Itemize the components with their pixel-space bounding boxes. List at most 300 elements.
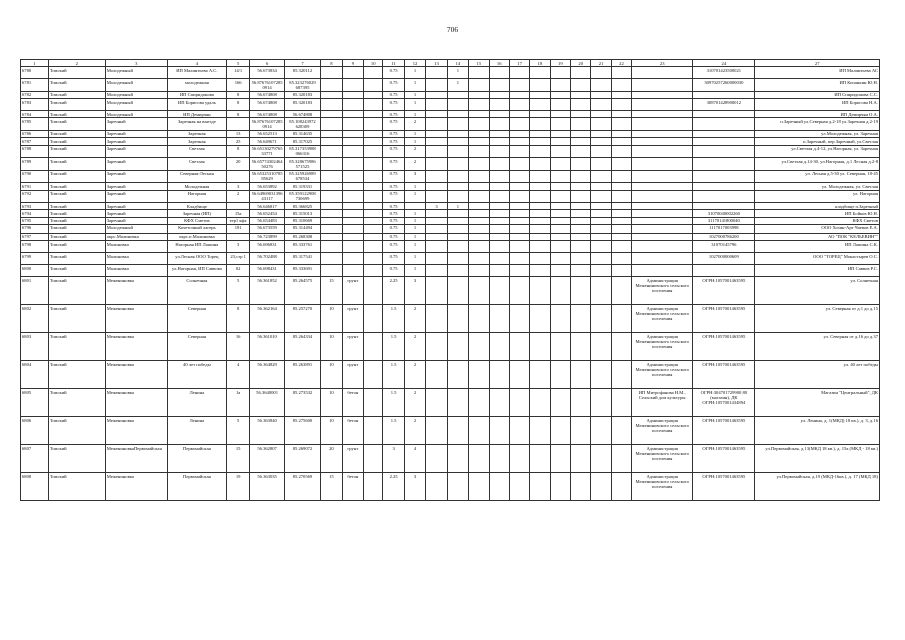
- col10-cell: [364, 233, 383, 240]
- ogrn-cell: 308701428900012: [693, 99, 755, 111]
- empty-cell: [591, 277, 611, 305]
- surface-cell: [342, 138, 363, 145]
- ogrn-cell: 1027000786200: [693, 233, 755, 240]
- surface-cell: бетон: [342, 389, 363, 417]
- house-cell: 25: [226, 138, 250, 145]
- width-cell: [321, 130, 342, 137]
- owner-cell: [632, 111, 693, 118]
- width-cell: 15: [321, 277, 342, 305]
- empty-cell: [611, 277, 631, 305]
- row-id: 6780: [21, 67, 49, 79]
- area-cell: 2.25: [383, 473, 404, 501]
- ogrn-cell: 1027000000609: [693, 253, 755, 265]
- empty-cell: [591, 224, 611, 233]
- col14-cell: [447, 241, 468, 253]
- table-row: [21, 145, 880, 158]
- width-cell: [321, 224, 342, 233]
- containers-cell: 1: [404, 241, 425, 253]
- latitude-cell: 56.363840: [250, 417, 284, 445]
- empty-cell: [550, 203, 570, 210]
- longitude-cell: 85.310669: [284, 217, 320, 224]
- owner-cell: [632, 118, 693, 131]
- latitude-cell: 56.646817: [250, 203, 284, 210]
- address-cell: кладбище п.Заречный: [755, 203, 880, 210]
- empty-cell: [591, 118, 611, 131]
- col14-cell: [447, 417, 468, 445]
- empty-cell: [469, 217, 489, 224]
- table-row: [21, 203, 880, 210]
- address-cell: ИП Копанкин Ю.Н.: [755, 79, 880, 92]
- col14-cell: [447, 111, 468, 118]
- street-cell: 40 лет победы: [167, 361, 226, 389]
- containers-cell: 1: [404, 130, 425, 137]
- empty-cell: [509, 138, 529, 145]
- owner-cell: [632, 265, 693, 277]
- empty-cell: [509, 190, 529, 203]
- col14-cell: [447, 130, 468, 137]
- col13-cell: [426, 265, 447, 277]
- col10-cell: [364, 67, 383, 79]
- empty-cell: [611, 79, 631, 92]
- empty-cell: [550, 333, 570, 361]
- house-cell: 15а: [226, 210, 250, 217]
- area-cell: 1.5: [383, 333, 404, 361]
- district-cell: Томский: [48, 99, 105, 111]
- surface-cell: [342, 233, 363, 240]
- col10-cell: [364, 265, 383, 277]
- house-cell: [226, 170, 250, 183]
- empty-cell: [489, 183, 509, 190]
- surface-cell: [342, 217, 363, 224]
- empty-cell: [489, 417, 509, 445]
- empty-cell: [591, 389, 611, 417]
- col13-cell: [426, 190, 447, 203]
- containers-cell: 1: [404, 99, 425, 111]
- surface-cell: [342, 158, 363, 171]
- street-cell: Молодежная: [167, 183, 226, 190]
- column-header: 7: [284, 60, 320, 67]
- longitude-cell: 85.108243972 628309: [284, 118, 320, 131]
- surface-cell: бетон: [342, 417, 363, 445]
- longitude-cell: 85.328675986 571525: [284, 158, 320, 171]
- width-cell: [321, 79, 342, 92]
- empty-cell: [489, 67, 509, 79]
- table-row: [21, 91, 880, 98]
- empty-cell: [469, 111, 489, 118]
- empty-cell: [611, 183, 631, 190]
- col10-cell: [364, 99, 383, 111]
- table-row: [21, 361, 880, 389]
- width-cell: [321, 99, 342, 111]
- empty-cell: [591, 253, 611, 265]
- empty-cell: [489, 158, 509, 171]
- col13-cell: [426, 138, 447, 145]
- col14-cell: 1: [447, 203, 468, 210]
- table-row: [21, 233, 880, 240]
- col13-cell: [426, 145, 447, 158]
- ogrn-cell: [693, 190, 755, 203]
- district-cell: Томский: [48, 67, 105, 79]
- row-id: 6794: [21, 210, 49, 217]
- settlement-cell: Молодежный: [105, 91, 167, 98]
- empty-cell: [489, 265, 509, 277]
- address-cell: ул.Первомайская, д.19 (МКД-16кв.), д. 17 (МКД 18): [755, 473, 880, 501]
- address-cell: ООО Хозин-Арт Чаевов Е.А.: [755, 224, 880, 233]
- empty-cell: [489, 253, 509, 265]
- table-row: [21, 210, 880, 217]
- ogrn-cell: [693, 138, 755, 145]
- col14-cell: [447, 224, 468, 233]
- containers-cell: 1: [404, 190, 425, 203]
- col14-cell: 1: [447, 79, 468, 92]
- empty-cell: [509, 233, 529, 240]
- house-cell: 20: [226, 158, 250, 171]
- containers-cell: 1: [404, 217, 425, 224]
- ogrn-cell: ОГРН:1057001463595: [693, 417, 755, 445]
- surface-cell: [342, 118, 363, 131]
- district-cell: Томский: [48, 145, 105, 158]
- empty-cell: [530, 445, 550, 473]
- empty-cell: [550, 91, 570, 98]
- longitude-cell: 85.263891: [284, 361, 320, 389]
- empty-cell: [509, 417, 529, 445]
- latitude-cell: 56.362164: [250, 305, 284, 333]
- col13-cell: [426, 217, 447, 224]
- empty-cell: [509, 241, 529, 253]
- table-row: [21, 473, 880, 501]
- area-cell: 0.75: [383, 253, 404, 265]
- row-id: 6805: [21, 389, 49, 417]
- registry-table: [20, 59, 880, 501]
- area-cell: 0.75: [383, 203, 404, 210]
- street-cell: Кладбище: [167, 203, 226, 210]
- containers-cell: 2: [404, 158, 425, 171]
- table-row: [21, 217, 880, 224]
- owner-cell: Администрация Межениновского сельского поселения: [632, 417, 693, 445]
- empty-cell: [550, 241, 570, 253]
- district-cell: Томский: [48, 233, 105, 240]
- width-cell: 10: [321, 389, 342, 417]
- width-cell: [321, 111, 342, 118]
- column-header: 22: [611, 60, 631, 67]
- empty-cell: [571, 217, 591, 224]
- district-cell: Томский: [48, 158, 105, 171]
- settlement-cell: Молодежный: [105, 224, 167, 233]
- address-cell: ИП Малинтьева АС: [755, 67, 880, 79]
- address-cell: п.Заречный, пер.Заречный, ул.Светлая: [755, 138, 880, 145]
- empty-cell: [489, 217, 509, 224]
- street-cell: КФХ Сметов: [167, 217, 226, 224]
- district-cell: Томский: [48, 111, 105, 118]
- address-cell: ул. Лесная д.5-30 ул. Северная, 18-45: [755, 170, 880, 183]
- settlement-cell: Заречный: [105, 203, 167, 210]
- empty-cell: [611, 190, 631, 203]
- address-cell: ул. Ленина, д. 1(МКД) 18 кв.), д. 3, д.16: [755, 417, 880, 445]
- containers-cell: 1: [404, 233, 425, 240]
- empty-cell: [530, 190, 550, 203]
- empty-cell: [611, 224, 631, 233]
- empty-cell: [611, 67, 631, 79]
- district-cell: Томский: [48, 138, 105, 145]
- empty-cell: [571, 118, 591, 131]
- house-cell: 23,стр 1: [226, 253, 250, 265]
- empty-cell: [530, 111, 550, 118]
- empty-cell: [550, 67, 570, 79]
- col13-cell: [426, 170, 447, 183]
- table-row: [21, 183, 880, 190]
- empty-cell: [469, 233, 489, 240]
- district-cell: Томский: [48, 241, 105, 253]
- col14-cell: 1: [447, 67, 468, 79]
- empty-cell: [611, 305, 631, 333]
- district-cell: Томский: [48, 79, 105, 92]
- street-cell: ул.Нагорная, ИП Саввова: [167, 265, 226, 277]
- col10-cell: [364, 170, 383, 183]
- containers-cell: 3: [404, 473, 425, 501]
- address-cell: ИП Лашина С.К.: [755, 241, 880, 253]
- table-row: [21, 138, 880, 145]
- empty-cell: [469, 158, 489, 171]
- empty-cell: [571, 203, 591, 210]
- width-cell: [321, 118, 342, 131]
- empty-cell: [530, 79, 550, 92]
- empty-cell: [530, 241, 550, 253]
- district-cell: Томский: [48, 253, 105, 265]
- district-cell: Томский: [48, 224, 105, 233]
- latitude-cell: 56.87676107285 0914: [251, 79, 283, 91]
- col14-cell: [447, 277, 468, 305]
- empty-cell: [489, 203, 509, 210]
- ogrn-cell: ОГРН:1057001463595: [693, 277, 755, 305]
- empty-cell: [509, 79, 529, 92]
- empty-cell: [550, 233, 570, 240]
- col14-cell: [447, 445, 468, 473]
- area-cell: 0.75: [383, 99, 404, 111]
- row-id: 6801: [21, 277, 49, 305]
- col13-cell: [426, 118, 447, 131]
- empty-cell: [571, 210, 591, 217]
- address-cell: ИП Спиридонова С.С.: [755, 91, 880, 98]
- street-cell: ул.Лесная ООО Торец: [167, 253, 226, 265]
- empty-cell: [509, 145, 529, 158]
- empty-cell: [611, 91, 631, 98]
- address-cell: ИП Бойков Ю.Н.: [755, 210, 880, 217]
- empty-cell: [469, 118, 489, 131]
- empty-cell: [469, 79, 489, 92]
- col14-cell: [447, 138, 468, 145]
- surface-cell: [342, 183, 363, 190]
- surface-cell: [342, 145, 363, 158]
- width-cell: [321, 67, 342, 79]
- empty-cell: [509, 224, 529, 233]
- owner-cell: [632, 253, 693, 265]
- area-cell: 0.75: [383, 79, 404, 92]
- address-cell: ИП Борисова Н.А.: [755, 99, 880, 111]
- empty-cell: [489, 190, 509, 203]
- area-cell: 2.25: [383, 277, 404, 305]
- empty-cell: [550, 183, 570, 190]
- empty-cell: [509, 130, 529, 137]
- empty-cell: [591, 111, 611, 118]
- empty-cell: [591, 130, 611, 137]
- col13-cell: [426, 67, 447, 79]
- empty-cell: [571, 99, 591, 111]
- col14-cell: [447, 233, 468, 240]
- address-cell: ул. Северная от д.1 до д.15: [755, 305, 880, 333]
- empty-cell: [509, 210, 529, 217]
- empty-cell: [489, 91, 509, 98]
- owner-cell: [632, 130, 693, 137]
- empty-cell: [571, 224, 591, 233]
- empty-cell: [571, 67, 591, 79]
- row-id: 6786: [21, 130, 49, 137]
- longitude-cell: 85.257270: [284, 305, 320, 333]
- district-cell: Томский: [48, 265, 105, 277]
- street-cell: Первомайская: [167, 473, 226, 501]
- longitude-cell: 85.317353988 066316: [284, 145, 320, 158]
- longitude-cell: 85.319331: [284, 183, 320, 190]
- ogrn-cell: [693, 183, 755, 190]
- empty-cell: [509, 277, 529, 305]
- settlement-cell: Межениновка: [105, 277, 167, 305]
- latitude-cell: 56.674808: [250, 91, 284, 98]
- area-cell: 0.75: [383, 210, 404, 217]
- width-cell: [321, 91, 342, 98]
- empty-cell: [489, 333, 509, 361]
- empty-cell: [571, 417, 591, 445]
- empty-cell: [489, 118, 509, 131]
- area-cell: 0.75: [383, 233, 404, 240]
- empty-cell: [571, 233, 591, 240]
- empty-cell: [489, 130, 509, 137]
- empty-cell: [469, 445, 489, 473]
- address-cell: ООО "ТОРЕЦ" Монастырев О.С.: [755, 253, 880, 265]
- latitude-cell: 56.652454: [250, 210, 284, 217]
- empty-cell: [591, 445, 611, 473]
- address-cell: ул. Нагорная: [755, 190, 880, 203]
- address-cell: ул.Молодежная, ул. Заречная: [755, 130, 880, 137]
- district-cell: Томский: [48, 217, 105, 224]
- empty-cell: [469, 277, 489, 305]
- empty-cell: [571, 79, 591, 92]
- street-cell: ИП Борисова удаль: [167, 99, 226, 111]
- row-id: 6797: [21, 233, 49, 240]
- empty-cell: [530, 99, 550, 111]
- ogrn-cell: ОГРН:1057001463595: [693, 473, 755, 501]
- latitude-cell: 56.723899: [250, 233, 284, 240]
- owner-cell: [632, 79, 693, 92]
- col13-cell: [426, 253, 447, 265]
- width-cell: [321, 217, 342, 224]
- empty-cell: [611, 130, 631, 137]
- latitude-cell: 56.361010: [250, 333, 284, 361]
- street-cell: Нагорная ИП Лашина: [167, 241, 226, 253]
- empty-cell: [469, 203, 489, 210]
- row-id: 6792: [21, 190, 49, 203]
- empty-cell: [509, 67, 529, 79]
- col13-cell: [426, 233, 447, 240]
- street-cell: Нагорная: [167, 190, 226, 203]
- column-header: 13: [426, 60, 447, 67]
- empty-cell: [611, 233, 631, 240]
- latitude-cell: 56.87676107285 0914: [251, 118, 283, 130]
- district-cell: Томский: [48, 445, 105, 473]
- table-row: [21, 67, 880, 79]
- column-header: 17: [509, 60, 529, 67]
- empty-cell: [571, 389, 591, 417]
- empty-cell: [530, 389, 550, 417]
- containers-cell: 2: [404, 389, 425, 417]
- col13-cell: [426, 333, 447, 361]
- house-cell: [226, 233, 250, 240]
- empty-cell: [550, 130, 570, 137]
- column-header: 1: [21, 60, 49, 67]
- empty-cell: [509, 183, 529, 190]
- col14-cell: [447, 91, 468, 98]
- col13-cell: [426, 224, 447, 233]
- area-cell: 0.75: [383, 138, 404, 145]
- ogrn-cell: ОГРН:1057001463595: [693, 361, 755, 389]
- row-id: 6808: [21, 473, 49, 501]
- col10-cell: [364, 203, 383, 210]
- empty-cell: [550, 217, 570, 224]
- empty-cell: [591, 265, 611, 277]
- empty-cell: [591, 241, 611, 253]
- owner-cell: [632, 224, 693, 233]
- ogrn-cell: ОГРН:1057001463595: [693, 305, 755, 333]
- address-cell: КФХ Сметов: [755, 217, 880, 224]
- empty-cell: [469, 253, 489, 265]
- containers-cell: 1: [404, 91, 425, 98]
- empty-cell: [611, 138, 631, 145]
- empty-cell: [611, 170, 631, 183]
- longitude-cell: 85.333761: [284, 241, 320, 253]
- area-cell: 0.75: [383, 118, 404, 131]
- latitude-cell: 56.702488: [250, 253, 284, 265]
- owner-cell: Администрация Межениновского сельского поселения: [632, 333, 693, 361]
- ogrn-cell: [693, 118, 755, 131]
- containers-cell: 2: [404, 361, 425, 389]
- empty-cell: [550, 445, 570, 473]
- latitude-cell: 56.673559: [250, 224, 284, 233]
- house-cell: 166: [226, 79, 250, 92]
- row-id: 6795: [21, 217, 49, 224]
- col13-cell: 3: [426, 203, 447, 210]
- empty-cell: [469, 145, 489, 158]
- col10-cell: [364, 305, 383, 333]
- width-cell: [321, 241, 342, 253]
- street-cell: Ленина: [167, 389, 226, 417]
- house-cell: [226, 118, 250, 131]
- area-cell: 0.75: [383, 170, 404, 183]
- empty-cell: [509, 265, 529, 277]
- surface-cell: [342, 224, 363, 233]
- table-row: [21, 111, 880, 118]
- address-cell: ул.Светлая д.4-12, ул.Нагорная, ул. Заречная: [755, 145, 880, 158]
- column-header: 27: [755, 60, 880, 67]
- col10-cell: [364, 253, 383, 265]
- empty-cell: [571, 473, 591, 501]
- area-cell: 0.75: [383, 158, 404, 171]
- house-cell: 3: [226, 183, 250, 190]
- width-cell: [321, 145, 342, 158]
- longitude-cell: 85.273532: [284, 389, 320, 417]
- empty-cell: [469, 138, 489, 145]
- empty-cell: [489, 210, 509, 217]
- area-cell: 0.75: [383, 217, 404, 224]
- house-cell: 13: [226, 130, 250, 137]
- table-row: [21, 305, 880, 333]
